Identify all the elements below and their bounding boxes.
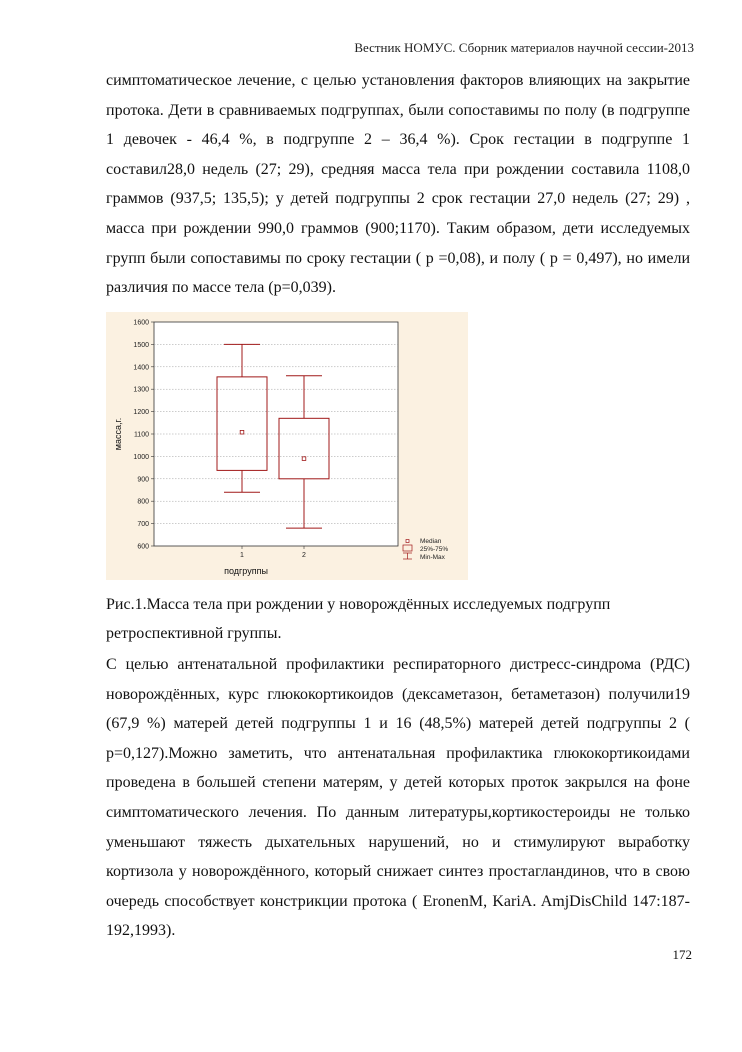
y-tick-label: 900 [137,476,149,484]
y-tick-label: 600 [137,543,149,551]
y-axis-label: масса,г. [113,417,123,451]
y-tick-label: 1500 [133,341,149,349]
page-number: 172 [672,947,692,962]
x-axis-label: подгруппы [224,566,268,576]
legend-median-label: Median [420,538,442,545]
y-tick-label: 1300 [133,386,149,394]
median-marker [240,430,244,434]
y-tick-label: 1400 [133,364,149,372]
figure-boxplot [106,312,468,580]
y-tick-label: 1100 [133,431,149,439]
y-tick-label: 700 [137,521,149,529]
y-tick-label: 1200 [133,409,149,417]
x-tick-label: 2 [302,552,306,559]
x-tick-label: 1 [240,552,244,559]
legend-median-symbol [406,540,409,543]
y-tick-label: 800 [137,498,149,506]
running-header: Вестник НОМУС. Сборник материалов научной сессии-2013 [354,40,694,55]
legend-whisker-label: Min-Max [420,554,445,561]
legend-box-label: 25%-75% [420,546,449,553]
figure-caption: Рис.1.Масса тела при рождении у новорождённых исследуемых подгрупп ретроспективной группы. [106,596,611,642]
boxplot-chart [106,312,468,580]
y-tick-label: 1000 [133,453,149,461]
y-tick-label: 1600 [133,319,149,327]
paragraph-2: С целью антенатальной профилактики респираторного дистресс-синдрома (РДС) новорождённых, курс глюкокортикоидов (дексаметазон, бетаметазон) получили19 (67,9 %) матерей детей подгруппы 1 и 16 (48,5%) матерей детей подгруппы 2 ( p=0,127).Можно заметить, что антенатальная профилактика глюкокортикоидами проведена в большей степени матерям, у детей которых проток закрылся на фоне симптоматического лечения. По данным литературы,кортикостероиды не только уменьшают тяжесть дыхательных нарушений, но и стимулируют выработку кортизола у новорождённого, который снижает синтез простагландинов, что в свою очередь способствует констрикции протока ( EronenM, KariA. AmjDisChild 147:187-192,1993). [106,656,690,940]
paragraph-1: симптоматическое лечение, с целью установления факторов влияющих на закрытие протока. Дети в сравниваемых подгруппах, были сопоставимы по полу (в подгруппе 1 девочек - 46,4 %, в подгруппе 2 – 36,4 %). Срок гестации в подгруппе 1 составил28,0 недель (27; 29), средняя масса тела при рождении составила 1108,0 граммов (937,5; 135,5); у детей подгруппы 2 срок гестации 27,0 недель (27; 29) , масса при рождении 990,0 граммов (900;1170). Таким образом, дети исследуемых групп были сопоставимы по сроку гестации ( p =0,08), и полу ( p = 0,497), но имели различия по массе тела (p=0,039). [106,72,690,297]
legend-box-symbol [403,545,412,551]
median-marker [302,457,306,461]
